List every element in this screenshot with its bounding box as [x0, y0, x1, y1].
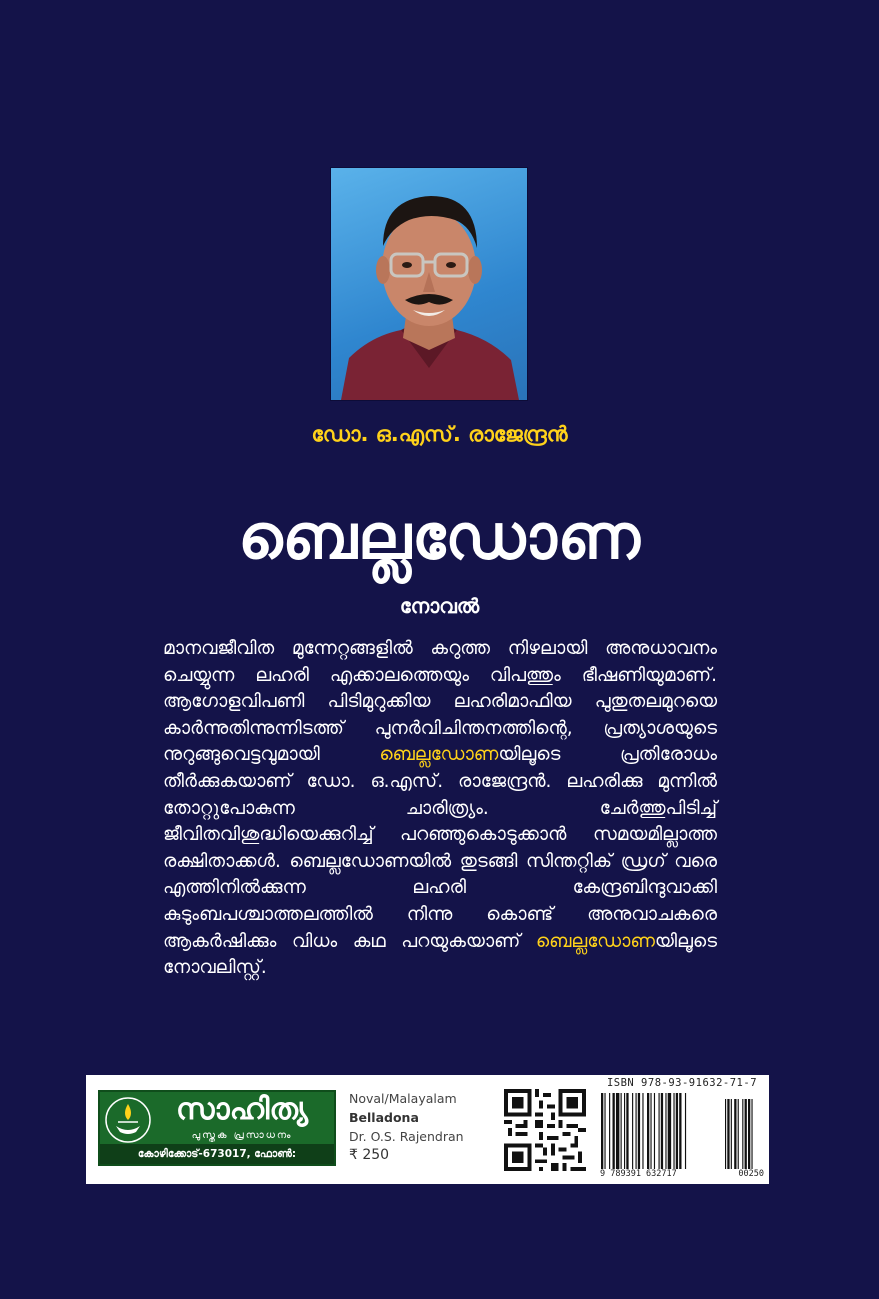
barcode-digits: [600, 1169, 764, 1179]
blurb-part-2: യിലൂടെ പ്രതിരോധം തീർക്കുകയാണ് ഡോ. ഒ.എസ്. രാജേന്ദ്രൻ. ലഹരിക്കു മുന്നിൽ തോറ്റുപോകുന്ന ചാരിത്ര്യം. ചേർത്തുപിടിച്ച് ജീവിതവിശുദ്ധിയെക്കുറിച്ച് പറഞ്ഞുകൊടുക്കാൻ സമയമില്ലാത്ത രക്ഷിതാക്കൾ. ബെല്ലഡോണയിൽ തുടങ്ങി സിന്തറ്റിക് ഡ്രഗ് വരെ എത്തിനിൽക്കുന്ന ലഹരി കേന്ദ്രബിന്ദുവാക്കി കുടുംബപശ്ചാത്തലത്തിൽ നിന്നു കൊണ്ട് അനുവാചകരെ ആകർഷിക്കും വിധം കഥ പറയുകയാണ്: [163, 744, 717, 952]
isbn-label: ISBN 978-93-91632-71-7: [606, 1077, 758, 1089]
back-cover-info-strip: [86, 1075, 769, 1184]
publisher-logo: [98, 1090, 336, 1180]
barcode-digits-addon: 00250: [738, 1169, 764, 1179]
blurb-part-3: യിലൂടെ നോവലിസ്റ്റ്.: [163, 930, 717, 979]
publisher-subtitle: പുസ്തക പ്രസാധനം: [191, 1130, 293, 1141]
book-price: ₹ 250: [349, 1147, 390, 1163]
book-genre: നോവൽ: [399, 594, 480, 618]
blurb-part-1: മാനവജീവിത മുന്നേറ്റങ്ങളിൽ കറുത്ത നിഴലായി അനുധാവനം ചെയ്യുന്ന ലഹരി എക്കാലത്തെയും വിപത്തും ഭീഷണിയുമാണ്. ആഗോളവിപണി പിടിമുറുക്കിയ ലഹരിമാഫിയ പുതുതലമുറയെ കാർന്നുതിന്നുന്നിടത്ത് പുനർവിചിന്തനത്തിന്റെ, പ്രത്യാശയുടെ നുറുങ്ങുവെട്ടവുമായി: [163, 638, 717, 766]
blurb-highlight-title-2: ബെല്ലഡോണ: [535, 930, 655, 952]
publisher-name: സാഹിത്യ: [175, 1092, 309, 1127]
blurb-text: [163, 636, 717, 982]
author-photo: [330, 167, 528, 401]
book-author-english: Dr. O.S. Rajendran: [349, 1129, 464, 1144]
blurb-highlight-title-1: ബെല്ലഡോണ: [379, 744, 499, 766]
book-title: ബെല്ലഡോണ: [238, 500, 641, 573]
author-name: ഡോ. ഒ.എസ്. രാജേന്ദ്രൻ: [311, 422, 568, 446]
qr-code-icon: [504, 1089, 586, 1171]
publisher-address: കോഴിക്കോട്-673017, ഫോൺ: 09744117700: [100, 1144, 334, 1164]
book-title-english: Belladona: [349, 1110, 419, 1125]
barcode-icon: [601, 1093, 763, 1169]
barcode-digits-main: 9 789391 632717: [600, 1169, 677, 1179]
book-category: Noval/Malayalam: [349, 1091, 457, 1106]
book-meta: [349, 1089, 464, 1165]
lamp-emblem-icon: [104, 1096, 152, 1144]
